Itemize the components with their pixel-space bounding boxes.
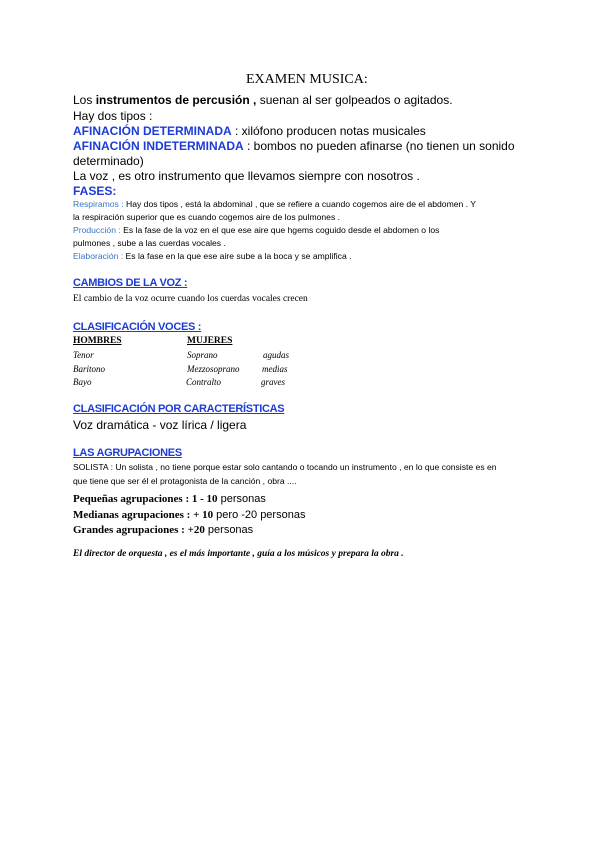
elaboracion-label: Elaboración : bbox=[73, 251, 124, 261]
col-mujeres: MUJERES bbox=[187, 336, 233, 346]
voz-tipo-3: graves bbox=[261, 377, 285, 387]
fase-produccion-cont: pulmones , sube a las cuerdas vocales . bbox=[73, 238, 226, 248]
intro-post: suenan al ser golpeados o agitados. bbox=[256, 93, 453, 107]
voz-mujer-1: Soprano bbox=[187, 350, 218, 360]
voz-mujer-3: Contralto bbox=[186, 377, 222, 387]
afinacion-determinada bbox=[73, 124, 426, 138]
medianas-bold: Medianas agrupaciones : + 10 bbox=[73, 509, 214, 521]
pequenas-rest: personas bbox=[217, 493, 266, 505]
grandes-agrupaciones bbox=[73, 520, 253, 538]
voz-mujer-2: Mezzosoprano bbox=[187, 364, 240, 374]
voz-line: La voz , es otro instrumento que llevamos siempre con nosotros . bbox=[73, 169, 420, 183]
respiramos-text: Hay dos tipos , está la abdominal , que se refiere a cuando cogemos aire de el abdomen . Y bbox=[123, 199, 477, 209]
afinacion-determinada-label: AFINACIÓN DETERMINADA bbox=[73, 124, 232, 138]
afinacion-indeterminada-cont: determinado) bbox=[73, 154, 144, 168]
intro-line-2: Hay dos tipos : bbox=[73, 109, 153, 123]
voz-tipo-2: medias bbox=[262, 364, 288, 374]
caracteristicas-text: Voz dramática - voz lírica / ligera bbox=[73, 418, 247, 432]
voz-hombre-1: Tenor bbox=[73, 350, 94, 360]
voz-tipo-1: agudas bbox=[263, 350, 290, 360]
respiramos-label: Respiramos : bbox=[73, 199, 124, 209]
fase-respiramos-cont: la respiración superior que es cuando cogemos aire de los pulmones . bbox=[73, 212, 341, 222]
intro-bold: instrumentos de percusión , bbox=[95, 93, 257, 107]
col-hombres: HOMBRES bbox=[73, 336, 122, 346]
document-title: EXAMEN MUSICA: bbox=[246, 72, 368, 87]
voz-hombre-3: Bayo bbox=[73, 377, 92, 387]
afinacion-indeterminada-text: : bombos no pueden afinarse (no tienen un sonido bbox=[243, 139, 515, 153]
produccion-text: Es la fase de la voz en el que ese aire que hgems coguido desde el abdomen o los bbox=[120, 225, 440, 235]
grandes-bold: Grandes agrupaciones : +20 bbox=[73, 524, 205, 536]
afinacion-indeterminada-label: AFINACIÓN INDETERMINADA bbox=[73, 139, 244, 153]
agrupaciones-heading: LAS AGRUPACIONES bbox=[73, 447, 182, 459]
fases-heading: FASES: bbox=[73, 184, 117, 198]
intro-line-1 bbox=[73, 93, 453, 107]
solista-line-2: que tiene que ser él el protagonista de la canción , obra .... bbox=[73, 476, 297, 486]
intro-pre: Los bbox=[73, 93, 96, 107]
solista-line-1: SOLISTA : Un solista , no tiene porque estar solo cantando o tocando un instrumento , en lo que consiste es en bbox=[73, 462, 497, 472]
fase-produccion bbox=[73, 225, 439, 235]
fase-respiramos bbox=[73, 199, 476, 209]
fase-elaboracion bbox=[73, 251, 352, 261]
cambios-heading: CAMBIOS DE LA VOZ : bbox=[73, 277, 188, 289]
voz-hombre-2: Baritono bbox=[73, 364, 106, 374]
afinacion-determinada-text: : xilófono producen notas musicales bbox=[231, 124, 426, 138]
caracteristicas-heading: CLASIFICACIÓN POR CARACTERÍSTICAS bbox=[73, 403, 285, 415]
produccion-label: Producción : bbox=[73, 225, 121, 235]
elaboracion-text: Es la fase en la que ese aire sube a la boca y se amplifica . bbox=[123, 251, 352, 261]
director-line: El director de orquesta , es el más importante , guía a los músicos y prepara la obra . bbox=[73, 549, 404, 559]
medianas-rest: pero -20 personas bbox=[213, 509, 306, 521]
cambios-text: El cambio de la voz ocurre cuando los cuerdas vocales crecen bbox=[73, 294, 308, 304]
grandes-rest: personas bbox=[204, 524, 254, 536]
afinacion-indeterminada bbox=[73, 139, 515, 153]
clasificacion-heading: CLASIFICACIÓN VOCES : bbox=[73, 321, 202, 333]
pequenas-bold: Pequeñas agrupaciones : 1 - 10 bbox=[73, 493, 218, 505]
